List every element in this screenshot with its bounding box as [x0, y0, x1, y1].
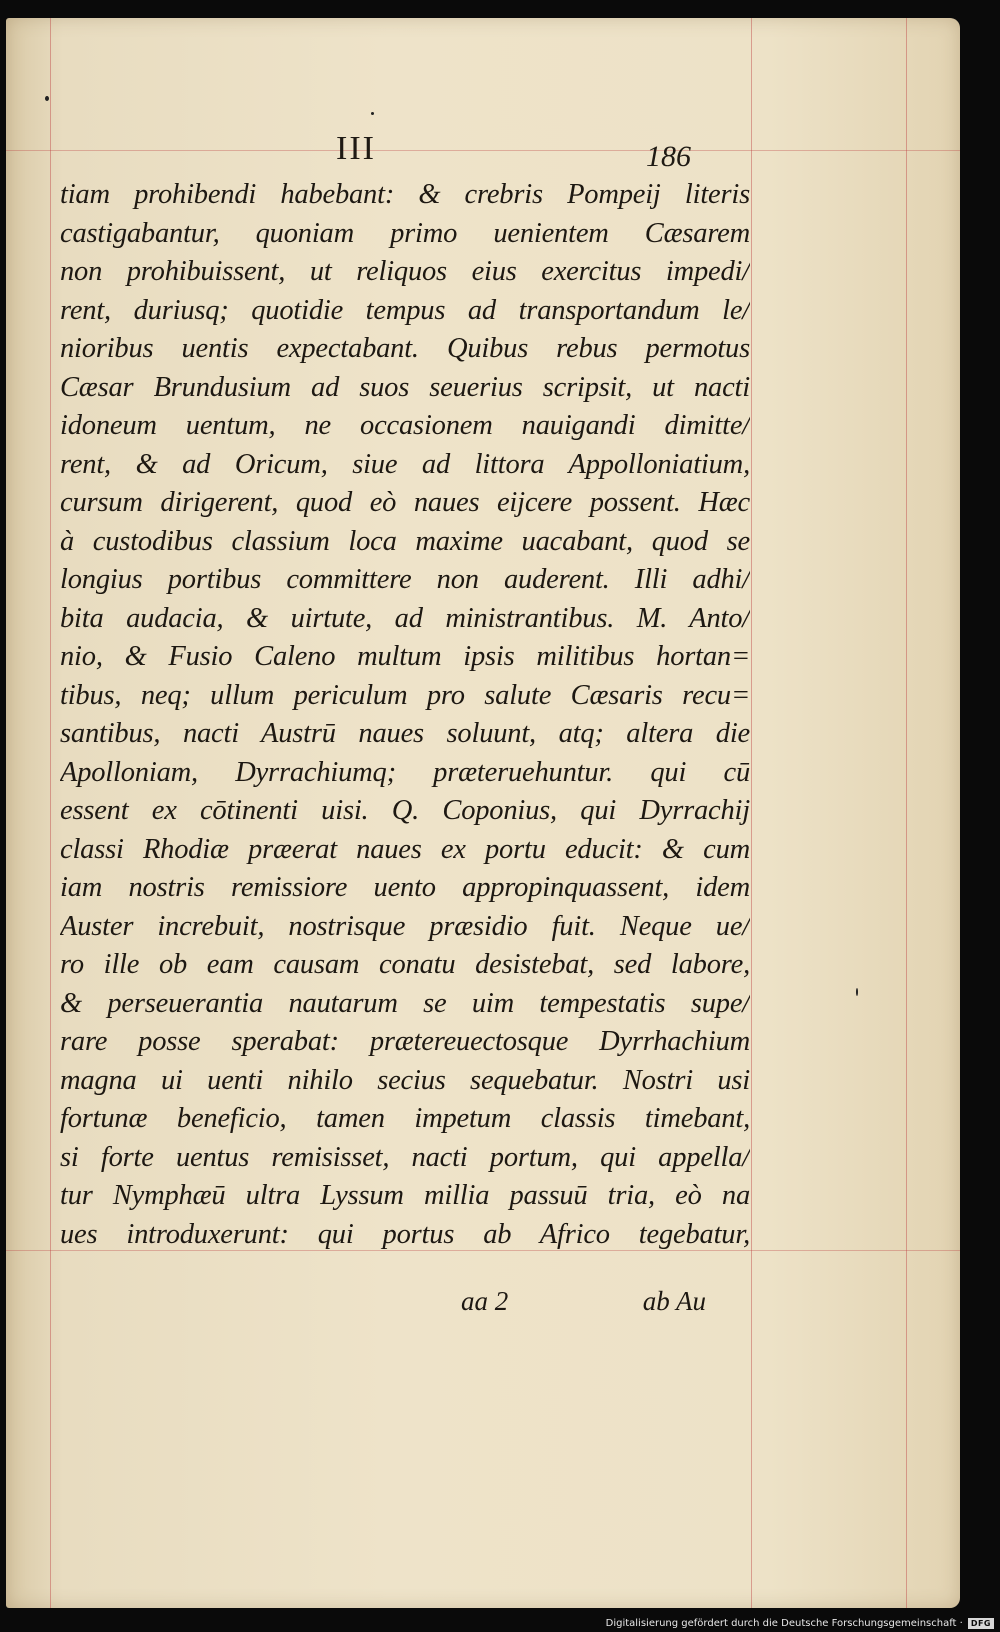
- text-line: Apolloniam, Dyrrachiumq; præteruehuntur. qui cū: [60, 756, 750, 788]
- text-line: Cæsar Brundusium ad suos seuerius scripsit, ut nacti: [60, 371, 750, 403]
- text-line: & perseuerantia nautarum se uim tempestatis supe/: [60, 987, 750, 1019]
- text-line: essent ex cōtinenti uisi. Q. Coponius, qui Dyrrachij: [60, 795, 750, 826]
- ink-speck: [45, 96, 49, 101]
- dfg-logo: DFG: [968, 1618, 994, 1629]
- text-line: idoneum uentum, ne occasionem nauigandi dimitte/: [60, 410, 750, 441]
- text-line: bita audacia, & uirtute, ad ministrantibus. M. Anto/: [60, 602, 750, 634]
- text-line: nio, & Fusio Caleno multum ipsis militibus hortan=: [60, 641, 750, 672]
- signature-mark: aa 2: [461, 1286, 509, 1316]
- text-line: ro ille ob eam causam conatu desistebat, sed labore,: [60, 949, 750, 980]
- margin-rule-left: [50, 18, 51, 1608]
- text-line: cursum dirigerent, quod eò naues eijcere possent. Hæc: [60, 487, 750, 518]
- text-block: [60, 176, 750, 1254]
- text-line: tibus, neq; ullum periculum pro salute Cæsaris recu=: [60, 679, 750, 711]
- text-line: tiam prohibendi habebant: & crebris Pompeij literis: [60, 179, 750, 210]
- footer-text: Digitalisierung gefördert durch die Deutsche Forschungsgemeinschaft ·: [605, 1618, 963, 1629]
- page-number: 186: [646, 140, 691, 173]
- text-line: longius portibus committere non auderent. Illi adhi/: [60, 564, 750, 595]
- text-line: Auster increbuit, nostrisque præsidio fuit. Neque ue/: [60, 910, 750, 942]
- text-line: fortunæ beneficio, tamen impetum classis timebant,: [60, 1103, 750, 1134]
- text-line: classi Rhodiæ præerat naues ex portu educit: & cum: [60, 833, 750, 865]
- footer-credit: [606, 1618, 994, 1629]
- text-line: tur Nymphæū ultra Lyssum millia passuū tria, eò na: [60, 1180, 750, 1211]
- text-line: nioribus uentis expectabant. Quibus rebus permotus: [60, 333, 750, 364]
- text-line: non prohibuissent, ut reliquos eius exercitus impedi/: [60, 256, 750, 287]
- ink-speck: [856, 988, 858, 996]
- text-line: à custodibus classium loca maxime uacabant, quod se: [60, 525, 750, 557]
- text-line: iam nostris remissiore uento appropinquassent, idem: [60, 872, 750, 903]
- ink-speck: [371, 112, 374, 115]
- running-head-folio: III: [336, 130, 376, 167]
- text-line: si forte uentus remisisset, nacti portum, qui appella/: [60, 1141, 750, 1173]
- book-page: [6, 18, 960, 1608]
- catchwords: [461, 1286, 706, 1317]
- margin-rule-top: [6, 150, 960, 151]
- margin-rule-outer: [906, 18, 907, 1608]
- text-line: magna ui uenti nihilo secius sequebatur. Nostri usi: [60, 1064, 750, 1096]
- text-line: rent, & ad Oricum, siue ad littora Appolloniatium,: [60, 448, 750, 480]
- margin-rule-right: [751, 18, 752, 1608]
- text-line: ues introduxerunt: qui portus ab Africo tegebatur,: [60, 1218, 750, 1250]
- text-line: rent, duriusq; quotidie tempus ad transportandum le/: [60, 294, 750, 326]
- text-line: castigabantur, quoniam primo uenientem Cæsarem: [60, 217, 750, 249]
- catchword: ab Au: [642, 1286, 706, 1316]
- text-line: santibus, nacti Austrū naues soluunt, atq; altera die: [60, 718, 750, 749]
- text-line: rare posse sperabat: prætereuectosque Dyrrhachium: [60, 1026, 750, 1057]
